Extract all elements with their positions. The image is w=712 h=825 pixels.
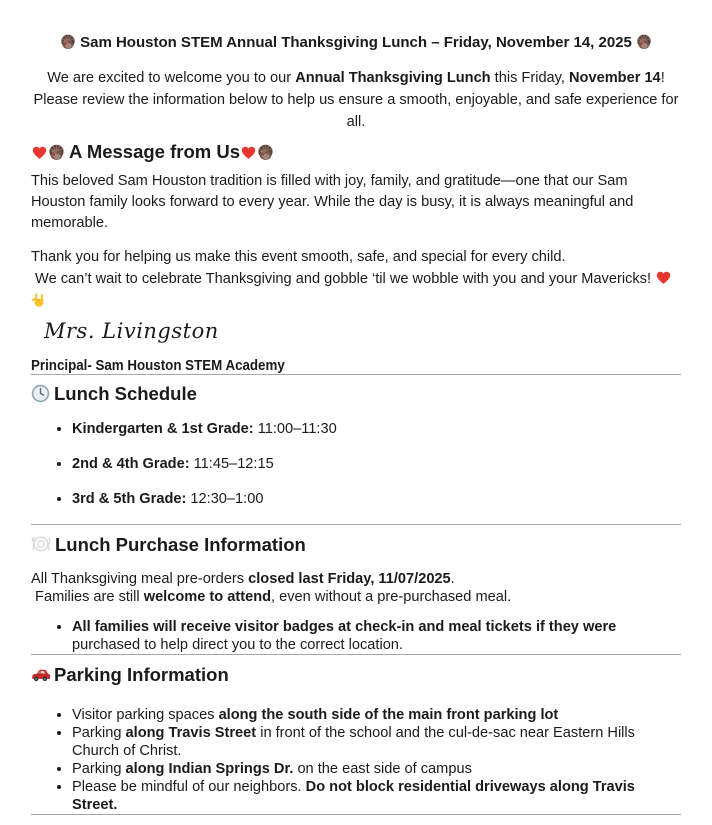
message-heading [31, 141, 681, 163]
fork-knife-plate-icon [31, 534, 51, 554]
schedule-item [72, 454, 681, 474]
purchase-list [31, 618, 681, 654]
car-icon [31, 665, 50, 684]
heart-icon [31, 144, 48, 161]
schedule-item [72, 419, 681, 439]
turkey-icon [48, 144, 65, 161]
love-you-gesture-icon [31, 292, 47, 308]
schedule-item-label: Kindergarten & 1st Grade: [72, 421, 254, 437]
document-title-text: Sam Houston STEM Annual Thanksgiving Lunch – Friday, November 14, 2025 [80, 34, 632, 51]
divider [31, 654, 681, 655]
schedule-item [72, 489, 681, 509]
turkey-icon [636, 34, 652, 50]
message-paragraph-1: This beloved Sam Houston tradition is filled with joy, family, and gratitude—one that our Sam Houston family looks forward to every year. While the day is busy, it is always meaningful and memorable. [31, 173, 634, 231]
parking-item: • Please be mindful of our neighbors. Do not block residential driveways along Travis Street. [72, 778, 681, 814]
purchase-paragraph [31, 570, 681, 606]
schedule-item-time: 11:45–12:15 [193, 456, 274, 472]
intro-paragraph: We are excited to welcome you to our Annual Thanksgiving Lunch this Friday, November 14! Please review the information below to help us ensure a smooth, enjoyable, and safe experience for all. [33, 70, 679, 130]
message-heading-text: A Message from Us [69, 141, 241, 162]
divider [31, 814, 681, 815]
schedule-item-label: 3rd & 5th Grade: [72, 491, 187, 507]
turkey-icon [60, 34, 76, 50]
parking-heading [31, 664, 681, 686]
divider [31, 524, 681, 525]
schedule-heading [31, 383, 681, 405]
parking-item: • Visitor parking spaces along the south side of the main front parking lot [72, 706, 681, 724]
schedule-item-time: 11:00–11:30 [257, 421, 337, 437]
message-paragraph-2-line-1: Thank you for helping us make this event smooth, safe, and special for every child. [31, 249, 566, 265]
heart-icon [655, 269, 672, 286]
parking-heading-text: Parking Information [54, 664, 229, 685]
heart-icon [240, 144, 257, 161]
schedule-item-time: 12:30–1:00 [190, 491, 264, 507]
parking-list [31, 706, 681, 814]
schedule-list [31, 419, 681, 509]
message-paragraph-2 [31, 246, 681, 312]
message-paragraph-2-line-2-text: We can’t wait to celebrate Thanksgiving and gobble ‘til we wobble with you and your Mavericks! [31, 271, 652, 287]
turkey-icon [257, 144, 274, 161]
document-title [31, 33, 681, 52]
schedule-heading-text: Lunch Schedule [54, 383, 197, 404]
signoff [31, 358, 681, 374]
clock-icon [31, 384, 50, 403]
purchase-paragraph-line-2: Families are still welcome to attend, even without a pre-purchased meal. [31, 589, 512, 605]
schedule-item-label: 2nd & 4th Grade: [72, 456, 190, 472]
parking-item: • Parking along Travis Street in front of the school and the cul-de-sac near Eastern Hills Church of Christ. [72, 724, 681, 760]
signature: Mrs. Livingston [44, 319, 219, 343]
purchase-heading-text: Lunch Purchase Information [55, 534, 306, 555]
message-paragraph-2-line-2 [31, 268, 681, 312]
purchase-item: • All families will receive visitor badges at check-in and meal tickets if they were purchased to help direct you to the correct location. [72, 618, 681, 654]
parking-item: • Parking along Indian Springs Dr. on the east side of campus [72, 760, 681, 778]
purchase-paragraph-line-1: All Thanksgiving meal pre-orders closed last Friday, 11/07/2025. [31, 571, 455, 587]
purchase-heading [31, 534, 681, 556]
signoff-text: Principal- Sam Houston STEM Academy [31, 358, 285, 374]
divider [31, 374, 681, 375]
